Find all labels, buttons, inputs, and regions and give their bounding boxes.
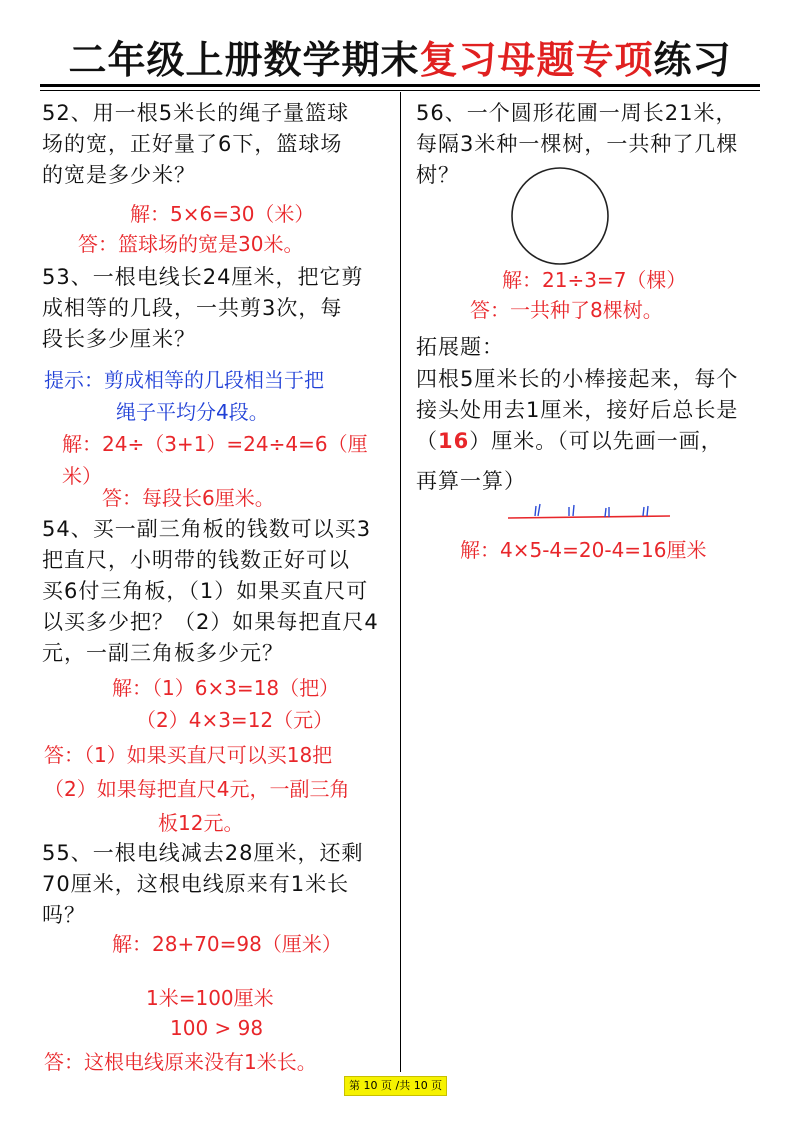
title-part-3: 练习 [653,38,732,82]
question-55-answer: 答：这根电线原来没有1米长。 [44,1050,317,1074]
question-54-answer: 答：（1）如果买直尺可以买18把 （2）如果每把直尺4元，一副三角 板12元。 [44,743,350,835]
question-55-text: 55、一根电线减去28厘米，还剩 70厘米，这根电线原来有1米长 吗？ [42,841,364,927]
question-52-solution: 解：5×6=30（米） [130,202,315,226]
joint-mark-3 [605,507,609,517]
question-56-answer: 答：一共种了8棵树。 [470,298,663,322]
sticks-line [508,516,670,518]
question-53-text: 53、一根电线长24厘米，把它剪 成相等的几段，一共剪3次，每 段长多少厘米？ [42,265,364,351]
flowerbed-circle-figure [508,164,612,268]
question-52-text: 52、用一根5米长的绳子量篮球 场的宽，正好量了6下，篮球场 的宽是多少米？ [42,101,350,187]
question-55-comparison: 100 > 98 [170,1016,264,1040]
joint-mark-4 [643,506,648,516]
title-part-1: 二年级上册数学期末 [68,38,420,82]
question-54-solution-1: 解：（1）6×3=18（把） [112,676,340,700]
question-56-solution: 解：21÷3=7（棵） [502,268,687,292]
title-part-highlight: 复习母题专项 [419,38,654,82]
question-53-hint: 提示：剪成相等的几段相当于把 绳子平均分4段。 [44,368,324,424]
question-54-text: 54、买一副三角板的钱数可以买3 把直尺，小明带的钱数正好可以 买6付三角板，（1）如果买直尺可 以买多少把？（2）如果每把直尺4 元，一副三角板多少元？ [42,517,379,665]
question-55-conversion: 1米=100厘米 [146,986,274,1010]
extension-answer-blank: 16 [438,429,470,453]
sticks-sketch [505,496,673,526]
extension-heading: 拓展题： [416,335,504,359]
question-53-answer: 答：每段长6厘米。 [102,486,275,510]
flowerbed-circle [512,168,608,264]
page-number: 第 10 页 /共 10 页 [344,1076,447,1096]
question-55-solution: 解：28+70=98（厘米） [112,932,342,956]
question-52-answer: 答：篮球场的宽是30米。 [78,232,304,256]
header-rule-thin [40,90,760,91]
joint-marks [535,504,648,517]
extension-solution: 解：4×5-4=20-4=16厘米 [460,538,707,562]
column-divider [400,92,401,1072]
extension-text-last: 再算一算） [416,469,526,493]
header-rule-thick [40,84,760,87]
joint-mark-1 [535,504,540,516]
question-56-text: 56、一个圆形花圃一周长21米， 每隔3米种一棵树，一共种了几棵 树？ [416,101,739,187]
question-54-solution-2: （2）4×3=12（元） [136,708,334,732]
page-title [40,36,760,84]
extension-text: 四根5厘米长的小棒接起来，每个 接头处用去1厘米，接好后总长是 （16）厘米。（可以先画一画， [416,367,739,453]
joint-mark-2 [569,505,574,516]
question-53-solution: 解：24÷（3+1）=24÷4=6（厘 米） [62,432,368,488]
